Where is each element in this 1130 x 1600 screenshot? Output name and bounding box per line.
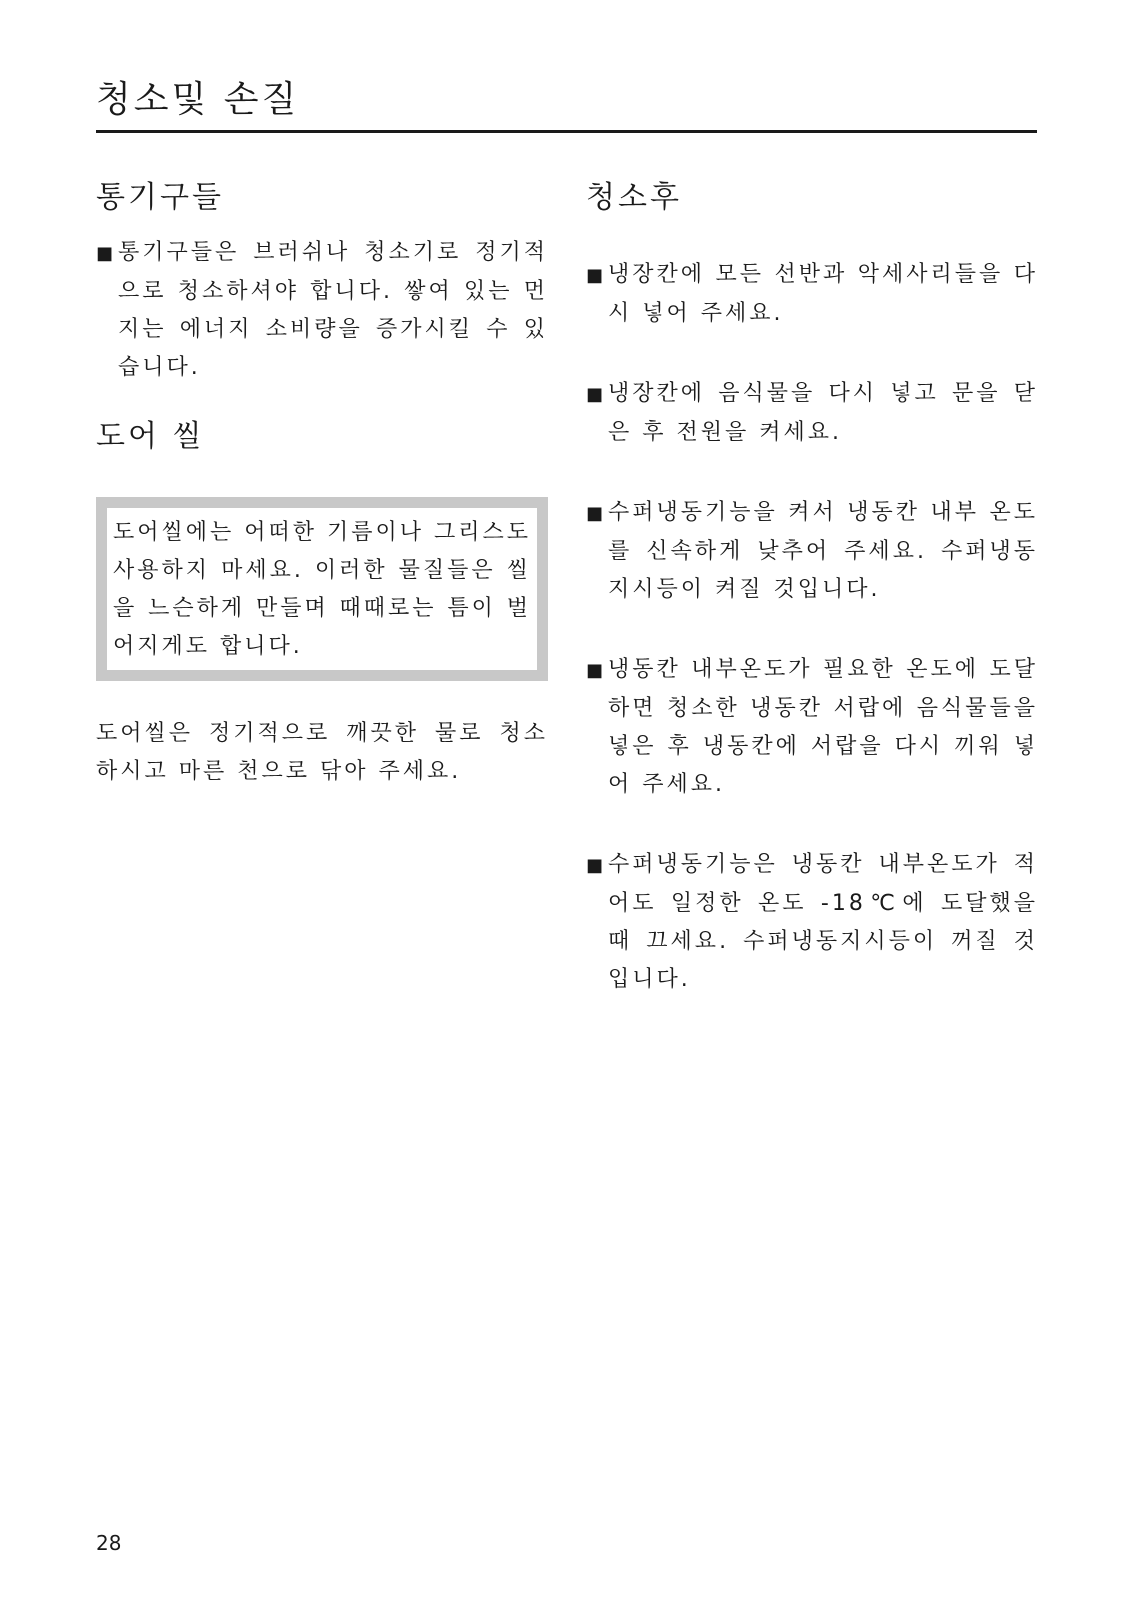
left-column — [96, 168, 548, 791]
list-item-text: 냉장칸에 음식물을 다시 넣고 문을 닫은 후 전원을 켜세요. — [608, 381, 1038, 445]
page-number: 28 — [96, 1531, 122, 1555]
after-cleaning-item-5 — [586, 846, 1038, 999]
door-seal-heading: 도어 씰 — [96, 419, 205, 454]
vents-paragraph — [96, 234, 548, 387]
after-cleaning-item-3 — [586, 494, 1038, 609]
bullet-square-icon: ■ — [586, 855, 604, 876]
after-cleaning-heading: 청소후 — [586, 180, 682, 215]
right-column — [586, 168, 1038, 999]
title-divider — [96, 130, 1037, 133]
list-item-text: 냉장칸에 모든 선반과 악세사리들을 다시 넣어 주세요. — [608, 262, 1038, 326]
warning-box-text: 도어씰에는 어떠한 기름이나 그리스도 사용하지 마세요. 이러한 물질들은 씰을 느슨하게 만들며 때때로는 틈이 벌어지게도 합니다. — [113, 520, 532, 659]
after-cleaning-item-4 — [586, 651, 1038, 804]
after-cleaning-item-2 — [586, 375, 1038, 452]
warning-box-inner — [107, 508, 537, 670]
vents-text: 통기구들은 브러쉬나 청소기로 정기적으로 청소하셔야 합니다. 쌓여 있는 먼지는 에너지 소비량을 증가시킬 수 있습니다. — [118, 240, 548, 380]
page-title: 청소및 손질 — [96, 79, 300, 120]
warning-box — [96, 497, 548, 681]
after-cleaning-item-1 — [586, 256, 1038, 333]
list-item-text: 수퍼냉동기능은 냉동칸 내부온도가 적어도 일정한 온도 -18℃에 도달했을 때 끄세요. 수퍼냉동지시등이 꺼질 것입니다. — [608, 852, 1038, 992]
list-item-text: 냉동칸 내부온도가 필요한 온도에 도달하면 청소한 냉동칸 서랍에 음식물들을 넣은 후 냉동칸에 서랍을 다시 끼워 넣어 주세요. — [608, 657, 1038, 797]
bullet-square-icon: ■ — [586, 503, 604, 524]
door-seal-paragraph: 도어씰은 정기적으로 깨끗한 물로 청소하시고 마른 천으로 닦아 주세요. — [96, 721, 548, 784]
list-item-text: 수퍼냉동기능을 켜서 냉동칸 내부 온도를 신속하게 낮추어 주세요. 수퍼냉동지시등이 켜질 것입니다. — [608, 500, 1038, 602]
bullet-square-icon: ■ — [96, 243, 114, 264]
bullet-square-icon: ■ — [586, 660, 604, 681]
bullet-square-icon: ■ — [586, 384, 604, 405]
bullet-square-icon: ■ — [586, 265, 604, 286]
vents-heading: 통기구들 — [96, 180, 224, 215]
